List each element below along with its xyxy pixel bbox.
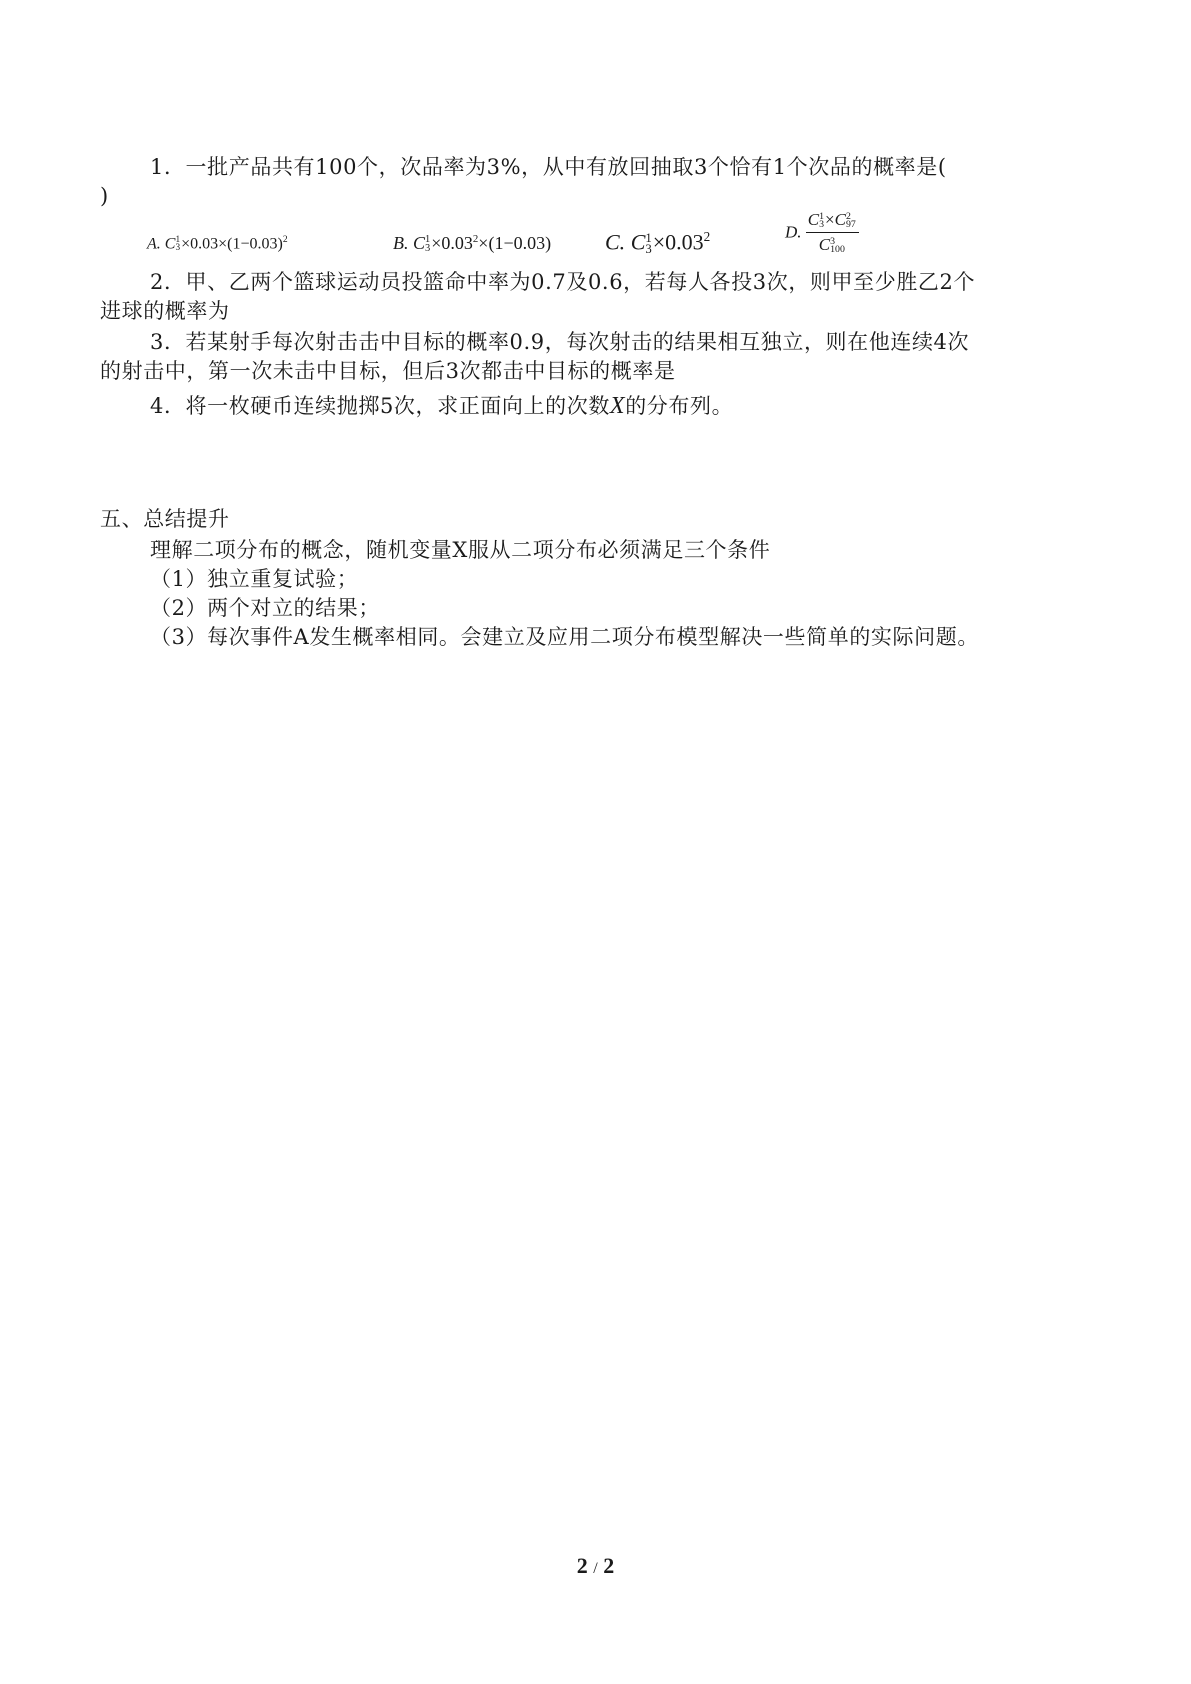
q2-line2: 进球的概率为 xyxy=(100,299,230,323)
q4-text-before: 4．将一枚硬币连续抛掷5次，求正面向上的次数 xyxy=(150,394,610,418)
option-d-fraction xyxy=(806,210,859,255)
q4-variable: X xyxy=(609,393,626,419)
q4-line xyxy=(150,392,733,420)
option-c-mid: ×0.03 xyxy=(652,229,704,255)
q4-text-after: 的分布列。 xyxy=(625,394,734,418)
q2-line1: 2．甲、乙两个篮球运动员投篮命中率为0.7及0.6，若每人各投3次，则甲至少胜乙2个 xyxy=(150,270,976,294)
option-c-sub: 3 xyxy=(645,242,652,257)
q1-line1: 1．一批产品共有100个，次品率为3%，从中有放回抽取3个恰有1个次品的概率是( xyxy=(150,155,947,179)
option-a-label: A. xyxy=(147,235,161,253)
q1-option-c xyxy=(605,229,710,255)
page-total: 2 xyxy=(603,1553,615,1578)
q3-line2: 的射击中，第一次未击中目标，但后3次都击中目标的概率是 xyxy=(100,359,676,383)
option-d-denominator: C 3 100 xyxy=(818,235,845,256)
option-d-label: D. xyxy=(785,222,802,242)
q3-line1: 3．若某射手每次射击击中目标的概率0.9，每次射击的结果相互独立，则在他连续4次 xyxy=(150,330,970,354)
q1-line2: ) xyxy=(100,184,109,208)
option-b-rest: ×(1−0.03) xyxy=(478,233,552,253)
option-c-exp: 2 xyxy=(703,229,711,244)
option-b-sub: 3 xyxy=(425,242,431,254)
option-a-sub: 3 xyxy=(175,242,181,253)
option-a-c: C xyxy=(164,235,176,253)
option-b-c: C xyxy=(413,233,426,253)
page-number xyxy=(0,1553,1191,1579)
page-separator: / xyxy=(593,1560,598,1577)
option-b-sup: 1 xyxy=(425,234,431,246)
summary-intro: 理解二项分布的概念，随机变量X服从二项分布必须满足三个条件 xyxy=(150,538,771,562)
summary-item-3: （3）每次事件A发生概率相同。会建立及应用二项分布模型解决一些简单的实际问题。 xyxy=(150,625,979,649)
option-d-numerator: C 1 3 ×C 2 97 xyxy=(806,210,859,233)
q1-option-d xyxy=(785,210,859,255)
option-b-label: B. xyxy=(393,233,409,253)
summary-item-1: （1）独立重复试验； xyxy=(150,567,359,591)
option-a-exp: 2 xyxy=(282,234,288,245)
q1-option-a xyxy=(147,234,288,253)
option-b-mid: ×0.03 xyxy=(431,233,473,253)
option-a-expr: ×0.03×(1−0.03) xyxy=(181,235,283,253)
option-a-sup: 1 xyxy=(175,234,181,245)
option-c-c: C xyxy=(630,229,646,255)
option-c-sup: 1 xyxy=(645,231,652,246)
page-current: 2 xyxy=(576,1553,588,1578)
option-b-exp: 2 xyxy=(472,233,479,245)
summary-heading: 五、总结提升 xyxy=(100,507,230,531)
summary-item-2: （2）两个对立的结果； xyxy=(150,596,380,620)
option-c-label: C. xyxy=(605,229,626,255)
q1-option-b xyxy=(393,233,551,254)
